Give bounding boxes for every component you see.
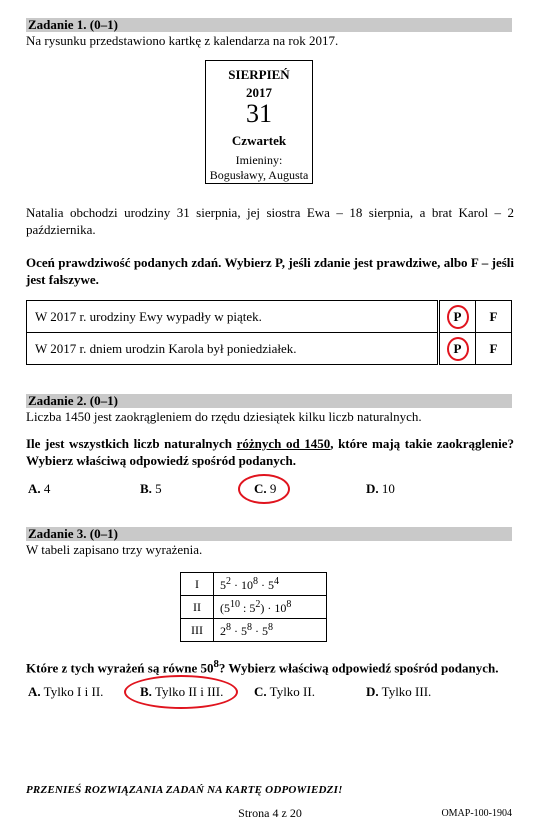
task2-question-underlined: różnych od 1450: [236, 436, 331, 451]
table-row: [181, 573, 327, 596]
task1-instruction: Oceń prawdziwość podanych zdań. Wybierz P, jeśli zdanie jest prawdziwe, albo F – jeśli jest fałszywe.: [26, 255, 514, 287]
task1-intro: Na rysunku przedstawiono kartkę z kalendarza na rok 2017.: [26, 33, 339, 48]
footer-note: PRZENIEŚ ROZWIĄZANIA ZADAŃ NA KARTĘ ODPOWIEDZI!: [26, 784, 343, 796]
answer-letter: D.: [366, 481, 379, 496]
selected-mark-ellipse: [238, 474, 290, 504]
calendar-month: SIERPIEŃ: [228, 67, 290, 82]
task3-answer-d[interactable]: [366, 684, 431, 700]
answer-text: 9: [269, 481, 277, 496]
expression-value: $5^2 \cdot 10^8 \cdot 5^4$: [214, 573, 327, 596]
task2-question-post: , które mają takie zaokrąglenie? Wybierz właściwą odpowiedź spośród podanych.: [26, 436, 514, 468]
table-row: [181, 619, 327, 642]
answer-letter: A.: [28, 684, 41, 699]
calendar-day: 31: [246, 99, 272, 128]
option-true-2[interactable]: [439, 333, 476, 365]
expression-value: ($5^{10}$ : $5^2) \cdot 10^8$: [214, 596, 327, 619]
task1-title: Zadanie 1. (0–1): [28, 17, 118, 32]
answer-letter: B.: [140, 684, 152, 699]
task2-question-pre: Ile jest wszystkich liczb naturalnych: [26, 436, 237, 451]
table-row: [181, 596, 327, 619]
expression-number: II: [181, 596, 214, 619]
option-true-1-label: P: [453, 308, 462, 324]
statement-2: W 2017 r. dniem urodzin Karola był poniedziałek.: [27, 333, 439, 365]
page-number: Strona 4 z 20: [238, 806, 302, 820]
answer-letter: C.: [254, 481, 267, 496]
option-false-2-label: F: [489, 340, 498, 356]
task2-answer-a[interactable]: [28, 481, 50, 497]
expression-number: I: [181, 573, 214, 596]
selected-mark-circle: [447, 337, 469, 361]
answer-letter: D.: [366, 684, 379, 699]
answer-text: Tylko II i III.: [154, 684, 224, 699]
selected-mark-circle: [447, 305, 469, 329]
task3-answer-c[interactable]: [254, 684, 315, 700]
expression-value: $2^8 \cdot 5^8 \cdot 5^8$: [214, 619, 327, 642]
answer-text: 5: [155, 481, 162, 496]
answer-text: 4: [43, 481, 51, 496]
answer-letter: A.: [28, 481, 41, 496]
option-true-2-label: P: [453, 340, 462, 356]
option-true-1[interactable]: [439, 301, 476, 333]
expression-number: III: [181, 619, 214, 642]
task3-answer-a[interactable]: [28, 684, 103, 700]
task3-intro: W tabeli zapisano trzy wyrażenia.: [26, 542, 203, 557]
selected-mark-ellipse: [124, 675, 238, 709]
task2-answer-b[interactable]: [140, 481, 162, 497]
answer-text: Tylko II.: [269, 684, 315, 699]
task2-intro: Liczba 1450 jest zaokrągleniem do rzędu dziesiątek kilku liczb naturalnych.: [26, 409, 422, 424]
option-false-1-label: F: [489, 308, 498, 324]
task2-question: [26, 435, 514, 469]
calendar-names: Bogusławy, Augusta: [209, 168, 309, 182]
table-row: [27, 333, 512, 365]
task3-title: Zadanie 3. (0–1): [28, 526, 118, 541]
option-false-2[interactable]: [476, 333, 512, 365]
task1-story: Natalia obchodzi urodziny 31 sierpnia, jej siostra Ewa – 18 sierpnia, a brat Karol – 2 października.: [26, 205, 514, 237]
answer-text: Tylko III.: [381, 684, 432, 699]
task2-title: Zadanie 2. (0–1): [28, 393, 118, 408]
answer-text: Tylko I i II.: [43, 684, 104, 699]
expressions-table: [180, 572, 327, 642]
calendar-year: 2017: [246, 85, 272, 100]
task3-question: Które z tych wyrażeń są równe $50^8$? Wybierz właściwą odpowiedź spośród podanych.: [26, 658, 499, 676]
answer-text: 10: [381, 481, 395, 496]
answer-letter: C.: [254, 684, 267, 699]
option-false-1[interactable]: [476, 301, 512, 333]
true-false-table: [26, 300, 512, 365]
exam-code: OMAP-100-1904: [441, 808, 512, 819]
task2-answer-d[interactable]: [366, 481, 395, 497]
table-row: [27, 301, 512, 333]
answer-letter: B.: [140, 481, 152, 496]
calendar-card: [205, 60, 313, 184]
calendar-weekday: Czwartek: [231, 133, 287, 148]
statement-1: W 2017 r. urodziny Ewy wypadły w piątek.: [27, 301, 439, 333]
calendar-names-label: Imieniny:: [235, 153, 283, 167]
